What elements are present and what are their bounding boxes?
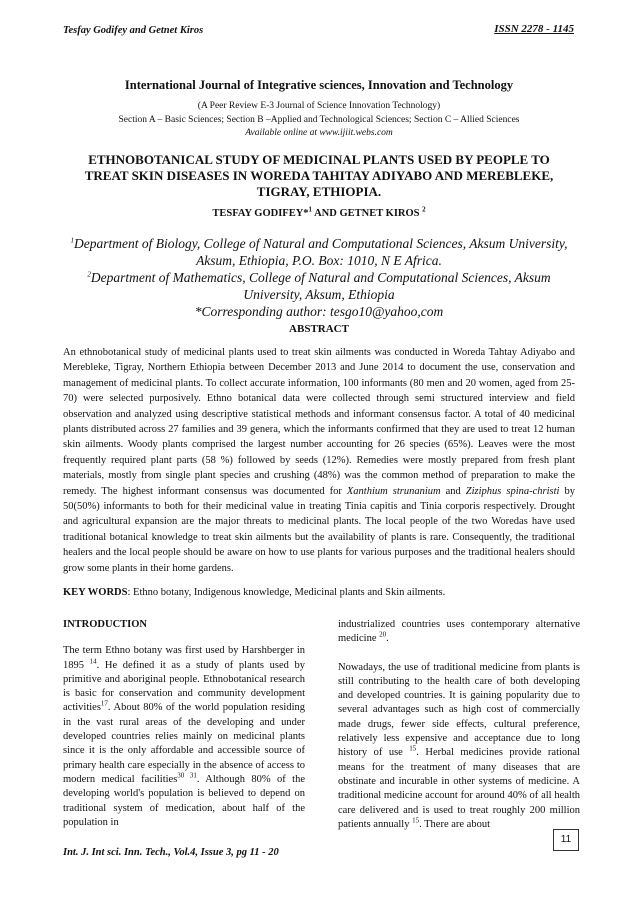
abstract-heading: ABSTRACT	[289, 323, 349, 335]
citation-ref: 17	[100, 699, 108, 708]
affiliation-2-line: University, Aksum, Ethiopia	[243, 287, 395, 302]
author-2-affiliation-mark: 2	[422, 205, 426, 214]
keywords-label: KEY WORDS	[63, 587, 128, 598]
author-list	[63, 205, 575, 219]
author-1-affiliation-mark: 1	[308, 205, 313, 214]
affiliation-1-line: Aksum, Ethiopia, P.O. Box: 1010, N E Africa.	[196, 253, 442, 268]
title-line: TREAT SKIN DISEASES IN WOREDA TAHITAY ADIYABO AND MEREBLEKE,	[84, 168, 554, 183]
introduction-heading: INTRODUCTION	[63, 619, 148, 630]
citation-ref: 15	[412, 816, 420, 825]
affiliation-1-line: $^1$Department of Biology, College of Natural and Computational Sciences, Aksum University,	[70, 236, 568, 251]
abstract-body: An ethnobotanical study of medicinal plants used to treat skin ailments was conducted in Woreda Tahtay Adiyabo and Merebleke, Tigray, Northern Ethiopia between December 2013 and June 2014 to document the use, conservation and management of medicinal plants. To collect accurate information, 100 informants (80 men and 20 women, aged from 25-70) were selected purposively. Ethno botanical data were collected through semi structured interview and field observation and analyzed using descriptive statistical methods and informant consensus factor. A total of 40 medicinal plants distributed across 27 families and 39 genera, which the informants confirmed that they are used to treat 12 human skin ailments. Woody plants comprised the largest number accounting for 26 species (65%). Leaves were the most frequently required plant parts (58 %) followed by seeds (12%). Remedies were mostly prepared from fresh plant materials, mostly from single plant species and crushing (48%) was the common method of preparation to make the remedy. The highest informant consensus was documented for Xanthium strunanium and Ziziphus spina-christi by 50(50%) informants to both for their medicinal value in treating Tinia capitis and Tinia corporis respectively. Drought and agricultural expansion are the major threats to medicinal plants. The local people of the two Woredas have used traditional botanical knowledge to treat skin ailments but the availability of plants is rare. Consequently, the traditional healers and the local people should be aware on how to use plants for various purposes and the traditional healers should grow some plants in their home gardens.	[63, 347, 575, 574]
affiliations	[63, 235, 575, 320]
keywords	[63, 587, 575, 598]
running-header-authors: Tesfay Godifey and Getnet Kiros	[63, 25, 204, 36]
species-name: Ziziphus spina-christi	[465, 485, 560, 497]
species-name: Xanthium strunanium	[346, 485, 441, 497]
author-1: TESFAY GODIFEY*	[212, 208, 309, 219]
citation-ref: 20	[379, 630, 387, 639]
affiliation-2-mark: 2	[87, 270, 91, 279]
journal-name: International Journal of Integrative sciences, Innovation and Technology	[124, 78, 514, 92]
journal-sections: Section A – Basic Sciences; Section B –Applied and Technological Sciences; Section C – Allied Sciences	[118, 115, 520, 125]
running-header-issn: ISSN 2278 - 1145	[494, 23, 574, 35]
article-title	[63, 152, 575, 200]
keywords-list: : Ethno botany, Indigenous knowledge, Medicinal plants and Skin ailments.	[127, 587, 446, 598]
affiliation-2-line: $^2$Department of Mathematics, College of Natural and Computational Sciences, Aksum	[87, 270, 551, 285]
citation-ref: 30 31	[177, 771, 197, 780]
citation-ref: 15	[409, 744, 417, 753]
paragraph: Nowadays, the use of traditional medicine from plants is still contributing to the health care of both developing and developed countries. It is gaining popularity due to several advantages such as high cost of commercially made drugs, fewer side effects, cultural preference, relatively less expensive and acceptance due to long history of use $^{15}$. Herbal medicines provide rational means for the treatment of many diseases that are obstinate and incurable in other systems of medicine. A traditional medicine account for around 40% of all health care delivered and is used to treat roughly 200 million patients annually $^{15}$. There are about	[338, 661, 580, 830]
author-connector: AND GETNET KIROS	[312, 208, 423, 219]
paragraph: industrialized countries uses contemporary alternative medicine $^{20}$.	[338, 619, 580, 645]
paragraph-gap	[338, 647, 580, 661]
title-line: TIGRAY, ETHIOPIA.	[256, 184, 382, 199]
page-number-box: 11	[553, 829, 579, 851]
citation-ref: 14	[89, 657, 97, 666]
peer-review-note: (A Peer Review E-3 Journal of Science Innovation Technology)	[197, 101, 441, 111]
footer-citation: Int. J. Int sci. Inn. Tech., Vol.4, Issue 3, pg 11 - 20	[63, 847, 279, 858]
corresponding-author: *Corresponding author: tesgo10@yahoo,com	[194, 304, 444, 319]
affiliation-1-mark: 1	[70, 236, 74, 245]
left-column	[63, 618, 305, 830]
paragraph: The term Ethno botany was first used by Harshberger in 1895 $^{14}$. He defined it as a study of plants used by primitive and aboriginal people. Ethnobotanical research is basic for conservation and community development activities$^{17}$. About 80% of the world population residing in the vast rural areas of the developing and under developed countries relies mainly on medicinal plants since it is the only affordable and accessible source of primary health care especially in the absence of access to modern medical facilities$^{30 31}$. Although 80% of the developing world's population is believed to depend on traditional system of medication, about half of the population in	[63, 645, 306, 828]
right-column	[338, 618, 580, 832]
online-availability: Available online at www.ijiit.webs.com	[245, 128, 393, 138]
title-line: ETHNOBOTANICAL STUDY OF MEDICINAL PLANTS USED BY PEOPLE TO	[88, 152, 550, 167]
